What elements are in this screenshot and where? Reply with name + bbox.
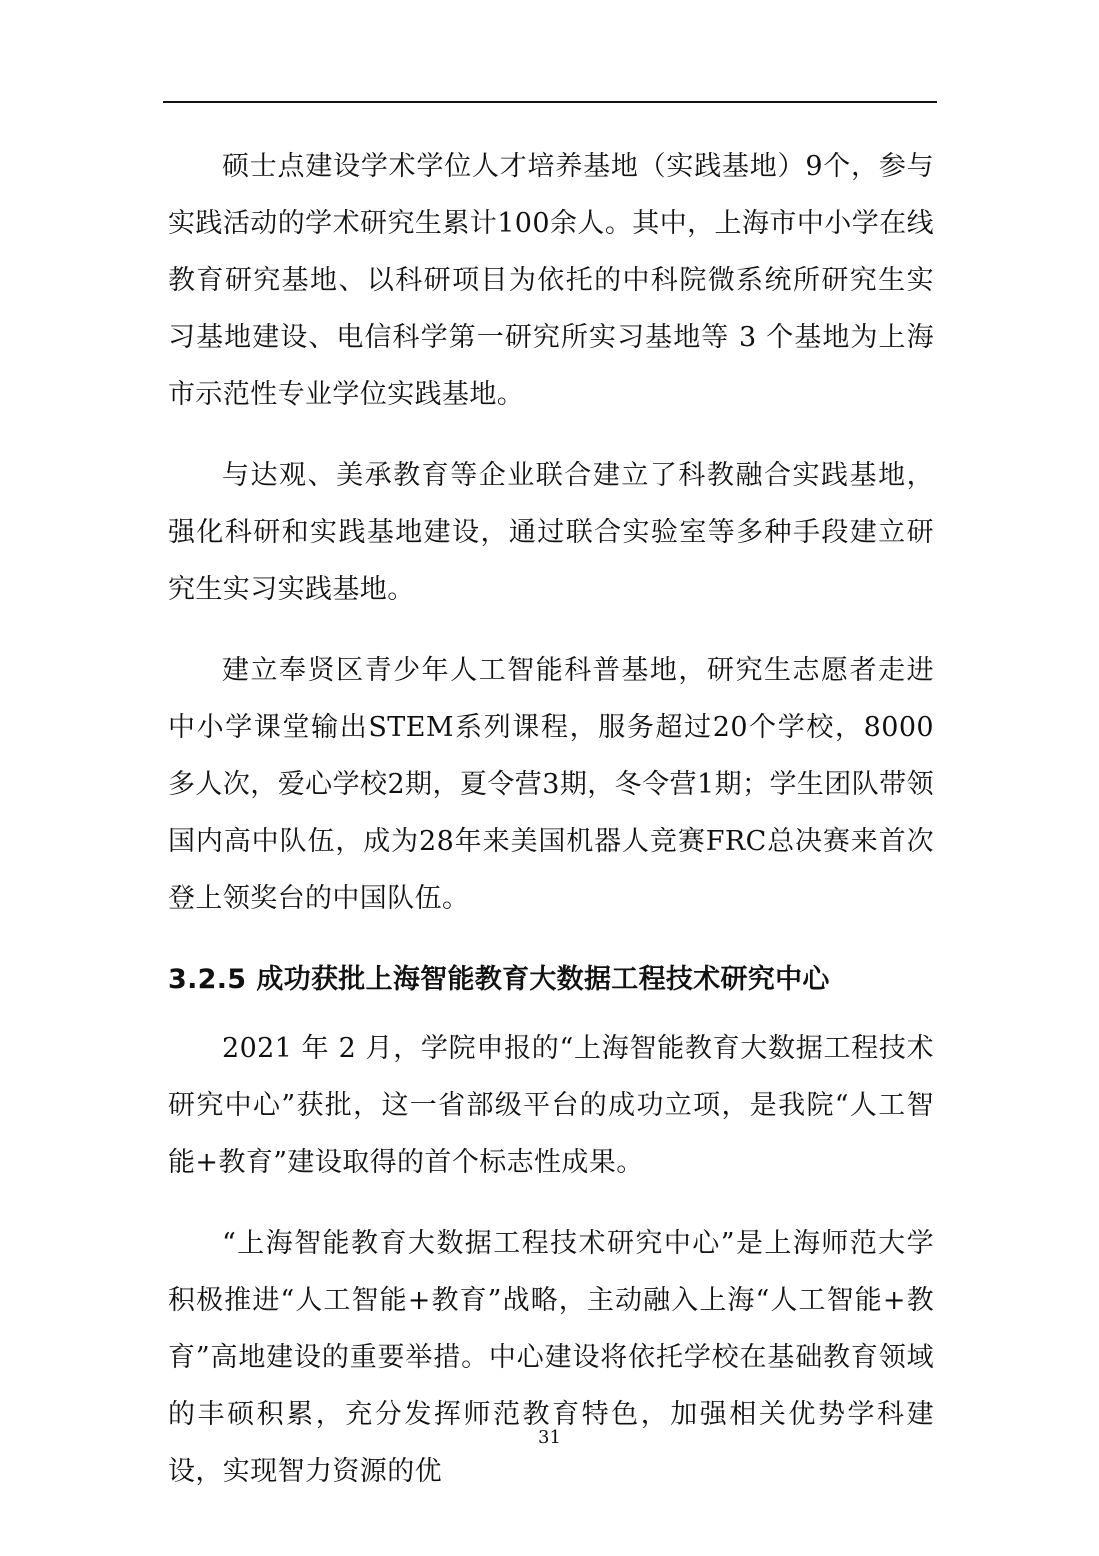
paragraph-enterprise-cooperation: 与达观、美承教育等企业联合建立了科教融合实践基地，强化科研和实践基地建设，通过联合实验室等多种手段建立研究生实习实践基地。 (168, 460, 934, 605)
header-rule (163, 101, 937, 103)
paragraph-practice-bases: 硕士点建设学术学位人才培养基地（实践基地）9个，参与实践活动的学术研究生累计100余人。其中，上海市中小学在线教育研究基地、以科研项目为依托的中科院微系统所研究生实习基地建设、电信科学第一研究所实习基地等 3 个基地为上海市示范性专业学位实践基地。 (168, 151, 934, 410)
section-heading (168, 951, 934, 1008)
page-number: 31 (538, 1427, 561, 1448)
page-content (168, 138, 934, 1500)
paragraph-center-description: “上海智能教育大数据工程技术研究中心”是上海师范大学积极推进“人工智能+教育”战略，主动融入上海“人工智能+教育”高地建设的重要举措。中心建设将依托学校在基础教育领域的丰硕积累，充分发挥师范教育特色，加强相关优势学科建设，实现智力资源的优 (168, 1228, 934, 1487)
paragraph-center-approval: 2021 年 2 月，学院申报的“上海智能教育大数据工程技术研究中心”获批，这一省部级平台的成功立项，是我院“人工智能+教育”建设取得的首个标志性成果。 (168, 1033, 934, 1178)
section-title: 成功获批上海智能教育大数据工程技术研究中心 (256, 964, 830, 995)
section-number: 3.2.5 (168, 964, 247, 995)
paragraph-ai-science-base: 建立奉贤区青少年人工智能科普基地，研究生志愿者走进中小学课堂输出STEM系列课程，服务超过20个学校，8000多人次，爱心学校2期，夏令营3期，冬令营1期；学生团队带领国内高中队伍，成为28年来美国机器人竞赛FRC总决赛来首次登上领奖台的中国队伍。 (168, 655, 934, 914)
